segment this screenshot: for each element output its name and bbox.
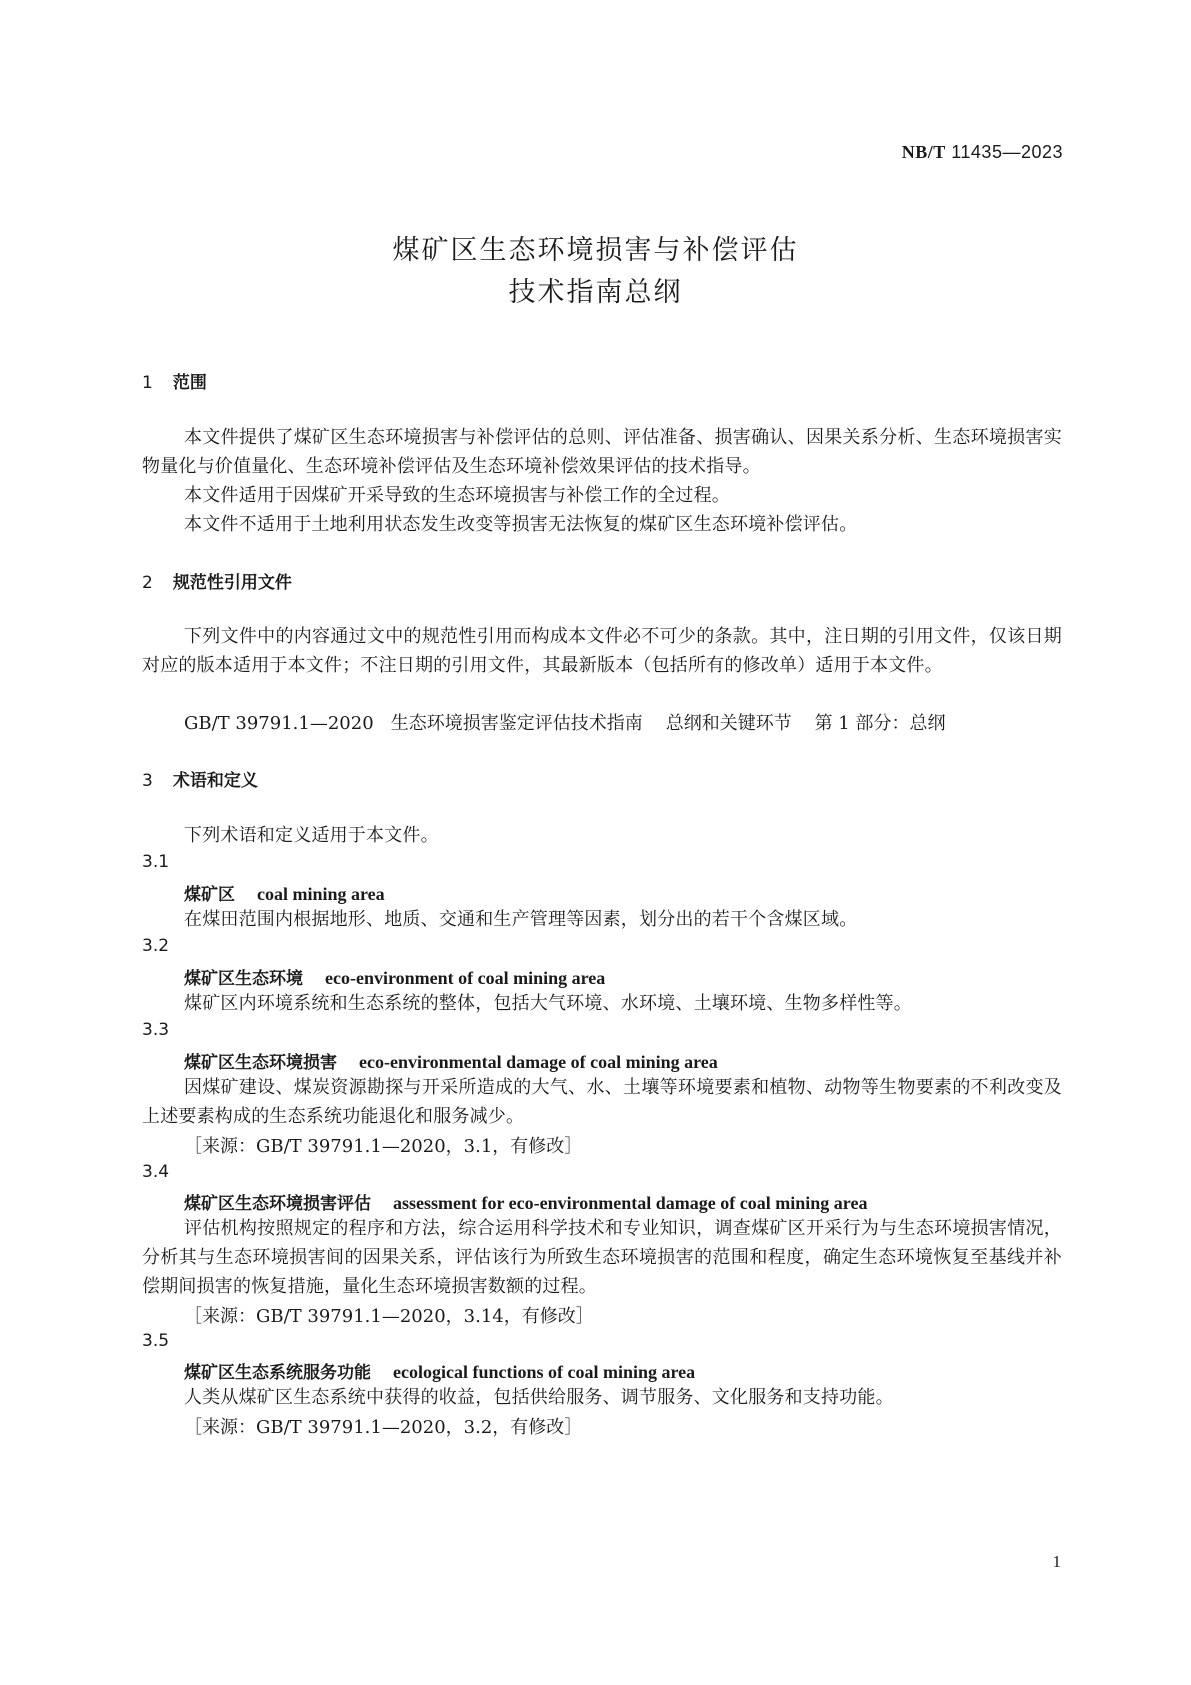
term-definition: 评估机构按照规定的程序和方法，综合运用科学技术和专业知识，调查煤矿区开采行为与生态环境损害情况，分析其与生态环境损害间的因果关系，评估该行为所致生态环境损害的范围和程度，确定生态环境恢复至基线并补偿期间损害的恢复措施，量化生态环境损害数额的过程。	[142, 1218, 1062, 1297]
term-definition: 煤矿区内环境系统和生态系统的整体，包括大气环境、水环境、土壤环境、生物多样性等。	[184, 993, 912, 1014]
term-title: 煤矿区生态系统服务功能 ecological functions of coal mining area	[184, 1362, 696, 1383]
term-source: ［来源：GB/T 39791.1—2020，3.2，有修改］	[184, 1417, 583, 1438]
section-heading-scope: 1 范围	[142, 373, 207, 393]
term-number: 3.4	[142, 1162, 170, 1182]
section-heading-terms: 3 术语和定义	[142, 771, 258, 791]
term-source: ［来源：GB/T 39791.1—2020，3.14，有修改］	[184, 1306, 594, 1327]
term-number: 3.1	[142, 852, 170, 872]
term-title: 煤矿区生态环境损害评估 assessment for eco-environmental damage of coal mining area	[184, 1193, 868, 1214]
term-definition: 在煤田范围内根据地形、地质、交通和生产管理等因素，划分出的若干个含煤区域。	[184, 909, 858, 930]
normative-intro: 下列文件中的内容通过文中的规范性引用而构成本文件必不可少的条款。其中，注日期的引用文件，仅该日期对应的版本适用于本文件；不注日期的引用文件，其最新版本（包括所有的修改单）适用于本文件。	[142, 626, 1062, 676]
standard-number: NB/T 11435—2023	[901, 142, 1063, 162]
term-source: ［来源：GB/T 39791.1—2020，3.1，有修改］	[184, 1136, 583, 1157]
term-definition: 人类从煤矿区生态系统中获得的收益，包括供给服务、调节服务、文化服务和支持功能。	[184, 1387, 894, 1408]
document-title-line1: 煤矿区生态环境损害与补偿评估	[392, 235, 799, 266]
term-number: 3.3	[142, 1020, 170, 1040]
term-number: 3.2	[142, 936, 170, 956]
terms-intro: 下列术语和定义适用于本文件。	[184, 825, 439, 846]
scope-paragraph-1: 本文件提供了煤矿区生态环境损害与补偿评估的总则、评估准备、损害确认、因果关系分析、生态环境损害实物量化与价值量化、生态环境补偿评估及生态环境补偿效果评估的技术指导。	[142, 427, 1062, 477]
scope-paragraph-3: 本文件不适用于土地利用状态发生改变等损害无法恢复的煤矿区生态环境补偿评估。	[184, 514, 858, 535]
scope-paragraph-2: 本文件适用于因煤矿开采导致的生态环境损害与补偿工作的全过程。	[184, 485, 730, 506]
normative-reference: GB/T 39791.1—2020 生态环境损害鉴定评估技术指南 总纲和关键环节 第 1 部分：总纲	[184, 713, 946, 734]
term-title: 煤矿区 coal mining area	[184, 884, 385, 905]
document-title-line2: 技术指南总纲	[508, 277, 683, 308]
page-number: 1	[1052, 1552, 1061, 1571]
term-title: 煤矿区生态环境 eco-environment of coal mining area	[184, 968, 606, 989]
section-heading-normative: 2 规范性引用文件	[142, 573, 292, 593]
term-title: 煤矿区生态环境损害 eco-environmental damage of coal mining area	[184, 1052, 718, 1073]
term-definition: 因煤矿建设、煤炭资源勘探与开采所造成的大气、水、土壤等环境要素和植物、动物等生物要素的不利改变及上述要素构成的生态系统功能退化和服务减少。	[142, 1077, 1062, 1127]
term-number: 3.5	[142, 1331, 170, 1351]
